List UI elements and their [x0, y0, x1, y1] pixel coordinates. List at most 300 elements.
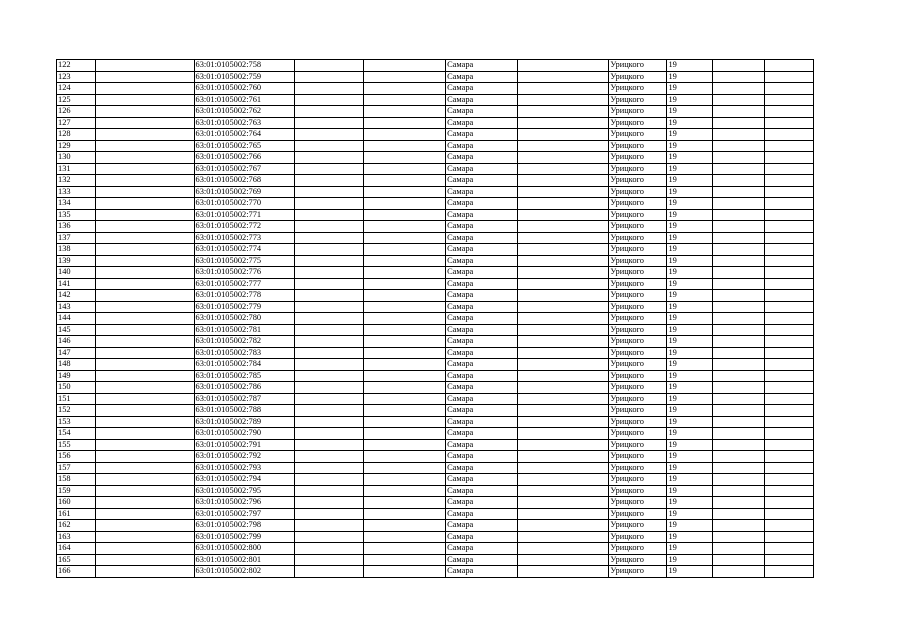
row-number-cell: 136 [57, 221, 96, 233]
empty-cell [713, 393, 764, 405]
table-row [57, 508, 814, 520]
table-row [57, 140, 814, 152]
empty-cell [96, 543, 194, 555]
city-cell: Самара [446, 416, 518, 428]
empty-cell [764, 405, 813, 417]
house-cell: 19 [667, 244, 713, 256]
table-row [57, 428, 814, 440]
empty-cell [364, 232, 446, 244]
empty-cell [364, 71, 446, 83]
empty-cell [764, 439, 813, 451]
city-cell: Самара [446, 497, 518, 509]
empty-cell [764, 324, 813, 336]
empty-cell [295, 439, 364, 451]
empty-cell [364, 405, 446, 417]
table-row [57, 382, 814, 394]
empty-cell [364, 152, 446, 164]
street-cell: Урицкого [609, 290, 667, 302]
street-cell: Урицкого [609, 140, 667, 152]
cadastral-number-cell: 63:01:0105002:761 [194, 94, 295, 106]
table-row [57, 129, 814, 141]
empty-cell [517, 313, 609, 325]
empty-cell [295, 497, 364, 509]
empty-cell [517, 117, 609, 129]
empty-cell [713, 347, 764, 359]
house-cell: 19 [667, 370, 713, 382]
empty-cell [764, 71, 813, 83]
cadastral-number-cell: 63:01:0105002:779 [194, 301, 295, 313]
street-cell: Урицкого [609, 405, 667, 417]
house-cell: 19 [667, 462, 713, 474]
empty-cell [364, 382, 446, 394]
empty-cell [96, 508, 194, 520]
cadastral-number-cell: 63:01:0105002:784 [194, 359, 295, 371]
empty-cell [764, 60, 813, 72]
empty-cell [364, 198, 446, 210]
street-cell: Урицкого [609, 198, 667, 210]
row-number-cell: 134 [57, 198, 96, 210]
empty-cell [96, 485, 194, 497]
table-row [57, 94, 814, 106]
house-cell: 19 [667, 474, 713, 486]
empty-cell [364, 278, 446, 290]
street-cell: Урицкого [609, 520, 667, 532]
empty-cell [517, 485, 609, 497]
cadastral-number-cell: 63:01:0105002:794 [194, 474, 295, 486]
empty-cell [764, 347, 813, 359]
empty-cell [295, 508, 364, 520]
empty-cell [364, 175, 446, 187]
row-number-cell: 142 [57, 290, 96, 302]
empty-cell [713, 485, 764, 497]
empty-cell [764, 497, 813, 509]
empty-cell [364, 416, 446, 428]
empty-cell [764, 451, 813, 463]
empty-cell [517, 462, 609, 474]
table-body [57, 60, 814, 578]
table-row [57, 324, 814, 336]
empty-cell [764, 152, 813, 164]
empty-cell [295, 186, 364, 198]
empty-cell [364, 324, 446, 336]
street-cell: Урицкого [609, 267, 667, 279]
empty-cell [713, 336, 764, 348]
empty-cell [713, 290, 764, 302]
house-cell: 19 [667, 405, 713, 417]
cadastral-number-cell: 63:01:0105002:802 [194, 566, 295, 578]
empty-cell [295, 462, 364, 474]
row-number-cell: 157 [57, 462, 96, 474]
document-page [56, 59, 814, 578]
row-number-cell: 160 [57, 497, 96, 509]
empty-cell [96, 497, 194, 509]
street-cell: Урицкого [609, 336, 667, 348]
street-cell: Урицкого [609, 129, 667, 141]
empty-cell [295, 117, 364, 129]
cadastral-number-cell: 63:01:0105002:790 [194, 428, 295, 440]
empty-cell [517, 416, 609, 428]
empty-cell [713, 428, 764, 440]
empty-cell [517, 497, 609, 509]
street-cell: Урицкого [609, 382, 667, 394]
empty-cell [96, 255, 194, 267]
empty-cell [295, 129, 364, 141]
empty-cell [96, 520, 194, 532]
city-cell: Самара [446, 232, 518, 244]
city-cell: Самара [446, 474, 518, 486]
street-cell: Урицкого [609, 497, 667, 509]
row-number-cell: 131 [57, 163, 96, 175]
city-cell: Самара [446, 313, 518, 325]
empty-cell [364, 163, 446, 175]
empty-cell [295, 531, 364, 543]
empty-cell [295, 347, 364, 359]
cadastral-number-cell: 63:01:0105002:777 [194, 278, 295, 290]
table-row [57, 175, 814, 187]
street-cell: Урицкого [609, 359, 667, 371]
street-cell: Урицкого [609, 244, 667, 256]
empty-cell [764, 94, 813, 106]
street-cell: Урицкого [609, 416, 667, 428]
cadastral-number-cell: 63:01:0105002:792 [194, 451, 295, 463]
empty-cell [764, 382, 813, 394]
empty-cell [517, 267, 609, 279]
empty-cell [713, 382, 764, 394]
empty-cell [96, 370, 194, 382]
empty-cell [713, 531, 764, 543]
street-cell: Урицкого [609, 152, 667, 164]
city-cell: Самара [446, 508, 518, 520]
empty-cell [517, 83, 609, 95]
house-cell: 19 [667, 94, 713, 106]
city-cell: Самара [446, 566, 518, 578]
cadastral-number-cell: 63:01:0105002:780 [194, 313, 295, 325]
empty-cell [517, 106, 609, 118]
empty-cell [364, 508, 446, 520]
row-number-cell: 165 [57, 554, 96, 566]
city-cell: Самара [446, 244, 518, 256]
empty-cell [764, 244, 813, 256]
empty-cell [295, 566, 364, 578]
empty-cell [713, 198, 764, 210]
city-cell: Самара [446, 324, 518, 336]
empty-cell [295, 451, 364, 463]
street-cell: Урицкого [609, 566, 667, 578]
empty-cell [295, 255, 364, 267]
empty-cell [295, 336, 364, 348]
street-cell: Урицкого [609, 313, 667, 325]
empty-cell [364, 347, 446, 359]
cadastral-number-cell: 63:01:0105002:775 [194, 255, 295, 267]
empty-cell [764, 462, 813, 474]
row-number-cell: 122 [57, 60, 96, 72]
table-row [57, 278, 814, 290]
street-cell: Урицкого [609, 462, 667, 474]
cadastral-number-cell: 63:01:0105002:788 [194, 405, 295, 417]
row-number-cell: 132 [57, 175, 96, 187]
house-cell: 19 [667, 175, 713, 187]
empty-cell [295, 83, 364, 95]
table-row [57, 497, 814, 509]
empty-cell [295, 313, 364, 325]
empty-cell [295, 278, 364, 290]
city-cell: Самара [446, 209, 518, 221]
street-cell: Урицкого [609, 163, 667, 175]
house-cell: 19 [667, 324, 713, 336]
city-cell: Самара [446, 152, 518, 164]
row-number-cell: 147 [57, 347, 96, 359]
empty-cell [364, 370, 446, 382]
row-number-cell: 159 [57, 485, 96, 497]
table-row [57, 543, 814, 555]
row-number-cell: 164 [57, 543, 96, 555]
table-row [57, 301, 814, 313]
empty-cell [517, 370, 609, 382]
row-number-cell: 162 [57, 520, 96, 532]
empty-cell [96, 198, 194, 210]
empty-cell [713, 60, 764, 72]
empty-cell [364, 186, 446, 198]
house-cell: 19 [667, 416, 713, 428]
empty-cell [364, 301, 446, 313]
row-number-cell: 129 [57, 140, 96, 152]
city-cell: Самара [446, 336, 518, 348]
empty-cell [764, 359, 813, 371]
empty-cell [764, 313, 813, 325]
empty-cell [713, 451, 764, 463]
empty-cell [96, 129, 194, 141]
empty-cell [295, 198, 364, 210]
empty-cell [295, 485, 364, 497]
empty-cell [364, 554, 446, 566]
city-cell: Самара [446, 554, 518, 566]
house-cell: 19 [667, 485, 713, 497]
empty-cell [517, 508, 609, 520]
cadastral-number-cell: 63:01:0105002:765 [194, 140, 295, 152]
city-cell: Самара [446, 485, 518, 497]
empty-cell [364, 140, 446, 152]
row-number-cell: 144 [57, 313, 96, 325]
empty-cell [764, 209, 813, 221]
row-number-cell: 161 [57, 508, 96, 520]
city-cell: Самара [446, 117, 518, 129]
empty-cell [764, 175, 813, 187]
table-row [57, 83, 814, 95]
empty-cell [96, 313, 194, 325]
cadastral-number-cell: 63:01:0105002:781 [194, 324, 295, 336]
empty-cell [764, 531, 813, 543]
cadastral-number-cell: 63:01:0105002:763 [194, 117, 295, 129]
empty-cell [517, 221, 609, 233]
empty-cell [96, 324, 194, 336]
table-row [57, 221, 814, 233]
empty-cell [764, 301, 813, 313]
table-row [57, 554, 814, 566]
empty-cell [517, 244, 609, 256]
empty-cell [295, 474, 364, 486]
table-row [57, 405, 814, 417]
empty-cell [713, 474, 764, 486]
table-row [57, 209, 814, 221]
street-cell: Урицкого [609, 221, 667, 233]
house-cell: 19 [667, 359, 713, 371]
street-cell: Урицкого [609, 393, 667, 405]
table-row [57, 336, 814, 348]
empty-cell [764, 106, 813, 118]
table-row [57, 232, 814, 244]
city-cell: Самара [446, 267, 518, 279]
empty-cell [96, 232, 194, 244]
empty-cell [764, 198, 813, 210]
empty-cell [295, 382, 364, 394]
house-cell: 19 [667, 232, 713, 244]
row-number-cell: 133 [57, 186, 96, 198]
empty-cell [364, 60, 446, 72]
street-cell: Урицкого [609, 232, 667, 244]
empty-cell [364, 520, 446, 532]
empty-cell [764, 278, 813, 290]
cadastral-number-cell: 63:01:0105002:767 [194, 163, 295, 175]
cadastral-number-cell: 63:01:0105002:773 [194, 232, 295, 244]
empty-cell [713, 405, 764, 417]
empty-cell [364, 497, 446, 509]
row-number-cell: 145 [57, 324, 96, 336]
table-row [57, 198, 814, 210]
empty-cell [96, 566, 194, 578]
city-cell: Самара [446, 462, 518, 474]
row-number-cell: 154 [57, 428, 96, 440]
empty-cell [517, 186, 609, 198]
empty-cell [713, 71, 764, 83]
row-number-cell: 148 [57, 359, 96, 371]
city-cell: Самара [446, 370, 518, 382]
cadastral-number-cell: 63:01:0105002:758 [194, 60, 295, 72]
empty-cell [764, 336, 813, 348]
street-cell: Урицкого [609, 71, 667, 83]
cadastral-number-cell: 63:01:0105002:798 [194, 520, 295, 532]
house-cell: 19 [667, 60, 713, 72]
table-row [57, 462, 814, 474]
empty-cell [764, 485, 813, 497]
empty-cell [295, 106, 364, 118]
empty-cell [713, 497, 764, 509]
empty-cell [364, 462, 446, 474]
empty-cell [517, 382, 609, 394]
empty-cell [713, 462, 764, 474]
table-row [57, 566, 814, 578]
empty-cell [295, 370, 364, 382]
empty-cell [517, 140, 609, 152]
city-cell: Самара [446, 520, 518, 532]
cadastral-number-cell: 63:01:0105002:769 [194, 186, 295, 198]
empty-cell [96, 290, 194, 302]
house-cell: 19 [667, 186, 713, 198]
empty-cell [764, 221, 813, 233]
empty-cell [96, 152, 194, 164]
cadastral-number-cell: 63:01:0105002:776 [194, 267, 295, 279]
street-cell: Урицкого [609, 60, 667, 72]
cadastral-number-cell: 63:01:0105002:759 [194, 71, 295, 83]
empty-cell [295, 71, 364, 83]
empty-cell [713, 209, 764, 221]
empty-cell [295, 359, 364, 371]
city-cell: Самара [446, 451, 518, 463]
table-row [57, 347, 814, 359]
city-cell: Самара [446, 439, 518, 451]
empty-cell [96, 140, 194, 152]
empty-cell [517, 152, 609, 164]
empty-cell [517, 290, 609, 302]
city-cell: Самара [446, 198, 518, 210]
cadastral-number-cell: 63:01:0105002:783 [194, 347, 295, 359]
house-cell: 19 [667, 428, 713, 440]
empty-cell [96, 301, 194, 313]
cadastral-number-cell: 63:01:0105002:778 [194, 290, 295, 302]
empty-cell [96, 531, 194, 543]
house-cell: 19 [667, 255, 713, 267]
empty-cell [96, 175, 194, 187]
empty-cell [517, 71, 609, 83]
city-cell: Самара [446, 301, 518, 313]
cadastral-number-cell: 63:01:0105002:785 [194, 370, 295, 382]
empty-cell [96, 474, 194, 486]
row-number-cell: 125 [57, 94, 96, 106]
street-cell: Урицкого [609, 278, 667, 290]
street-cell: Урицкого [609, 347, 667, 359]
empty-cell [713, 83, 764, 95]
house-cell: 19 [667, 347, 713, 359]
empty-cell [364, 474, 446, 486]
empty-cell [364, 244, 446, 256]
house-cell: 19 [667, 106, 713, 118]
empty-cell [96, 554, 194, 566]
empty-cell [517, 129, 609, 141]
row-number-cell: 150 [57, 382, 96, 394]
street-cell: Урицкого [609, 428, 667, 440]
empty-cell [517, 554, 609, 566]
empty-cell [295, 94, 364, 106]
cadastral-number-cell: 63:01:0105002:762 [194, 106, 295, 118]
empty-cell [295, 267, 364, 279]
empty-cell [96, 405, 194, 417]
empty-cell [764, 267, 813, 279]
cadastral-number-cell: 63:01:0105002:771 [194, 209, 295, 221]
empty-cell [96, 186, 194, 198]
empty-cell [713, 221, 764, 233]
table-row [57, 520, 814, 532]
empty-cell [295, 152, 364, 164]
empty-cell [713, 232, 764, 244]
empty-cell [96, 347, 194, 359]
empty-cell [364, 221, 446, 233]
cadastral-number-cell: 63:01:0105002:796 [194, 497, 295, 509]
house-cell: 19 [667, 140, 713, 152]
empty-cell [295, 221, 364, 233]
empty-cell [96, 106, 194, 118]
empty-cell [713, 416, 764, 428]
table-row [57, 117, 814, 129]
cadastral-number-cell: 63:01:0105002:768 [194, 175, 295, 187]
house-cell: 19 [667, 117, 713, 129]
table-row [57, 393, 814, 405]
empty-cell [517, 566, 609, 578]
table-row [57, 485, 814, 497]
house-cell: 19 [667, 451, 713, 463]
empty-cell [713, 301, 764, 313]
cadastral-number-cell: 63:01:0105002:797 [194, 508, 295, 520]
empty-cell [713, 324, 764, 336]
empty-cell [764, 117, 813, 129]
